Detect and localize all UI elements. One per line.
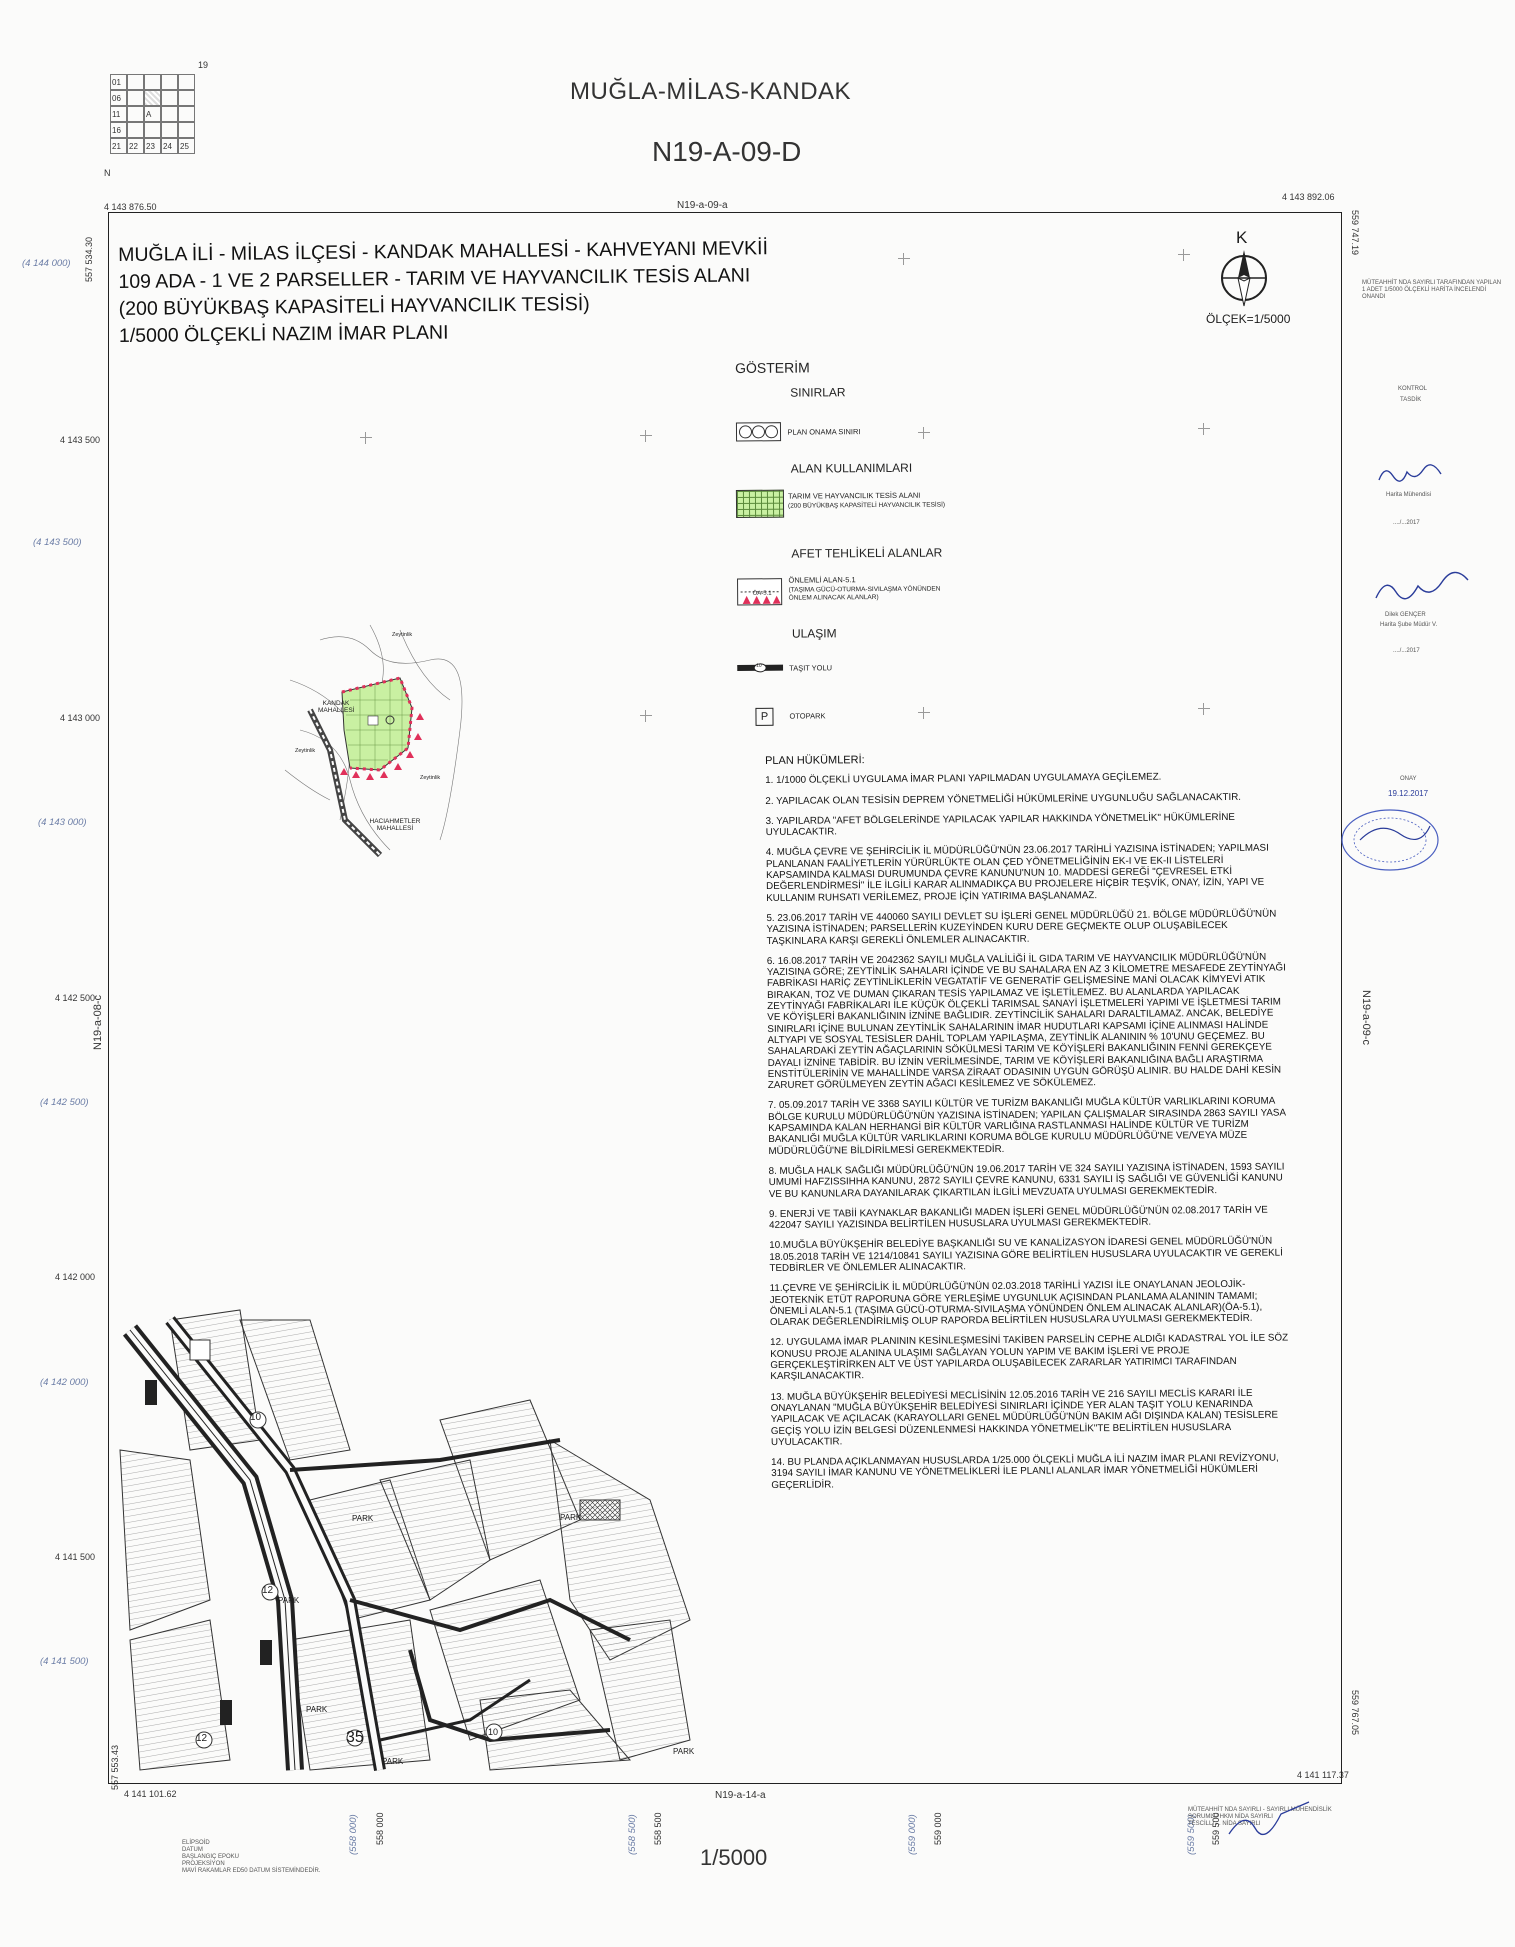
grid-cross xyxy=(360,432,372,444)
legend-item-label: ÖNLEMLİ ALAN-5.1 xyxy=(788,575,856,585)
coord-left-tick: 4 142 000 xyxy=(55,1272,96,1282)
legend-item-label: OTOPARK xyxy=(789,711,826,721)
index-grid-cell xyxy=(178,74,195,90)
legend-heading: AFET TEHLİKELİ ALANLAR xyxy=(791,545,943,561)
onay-label: ONAY xyxy=(1400,776,1417,782)
engineer-name: Dilek GENÇER xyxy=(1385,612,1426,618)
engineer-title: Harita Şube Müdür V. xyxy=(1380,622,1438,628)
index-grid-cell xyxy=(178,90,195,106)
coord-bottom-left: 4 141 101.62 xyxy=(124,1789,177,1799)
index-grid-cell xyxy=(127,106,144,122)
engineer-title: Harita Mühendisi xyxy=(1386,492,1432,498)
index-grid-cell: 23 xyxy=(144,138,161,154)
index-grid-cell: 21 xyxy=(110,138,127,154)
park-label: PARK xyxy=(352,1514,374,1523)
grid-cross xyxy=(1198,703,1210,715)
road-number: 12 xyxy=(196,1733,208,1744)
park-label: PARK xyxy=(673,1747,695,1756)
road-number: 12 xyxy=(262,1585,274,1596)
plan-rule: 1. 1/1000 ÖLÇEKLİ UYGULAMA İMAR PLANI YAPILMADAN UYGULAMAYA GEÇİLEMEZ. xyxy=(765,771,1162,787)
coord-top-left: 4 143 876.50 xyxy=(104,202,157,212)
sheet-edge-top: N19-a-09-a xyxy=(677,200,728,211)
signature-icon xyxy=(1225,1800,1315,1840)
boundary-swatch-icon xyxy=(735,422,781,442)
sheet-edge-left: N19-a-08-c xyxy=(92,994,104,1050)
road-number: 10 xyxy=(488,1727,499,1737)
plan-rules xyxy=(765,751,1291,1500)
plan-rule: 12. UYGULAMA İMAR PLANININ KESİNLEŞMESİNİ TAKİBEN PARSELİN CEPHE ALDIĞI KADASTRAL YOL İLE SÖZ KONUSU PROJE ALANINA ULAŞIMI SAĞLAYAN YOLUN YAPIM VE BAKIM İŞLERİ VE PROJE GERÇEKLEŞTİRİRKEN ALT VE ÜST YAPILARDA OLUŞABİLECEK ZARARLAR YATIRIMCI TARAFINDAN KARŞILANACAKTIR. xyxy=(770,1332,1289,1383)
signature-icon xyxy=(1375,460,1445,490)
index-grid-cell xyxy=(144,122,161,138)
coord-left-bottom-vertical: 557 553.43 xyxy=(110,1744,120,1790)
index-grid-cell xyxy=(144,74,161,90)
village-label-kandak: KANDAK MAHALLESİ xyxy=(318,700,355,714)
coord-bottom-tick-italic: (558 500) xyxy=(627,1814,638,1855)
plan-rule: 11.ÇEVRE VE ŞEHİRCİLİK İL MÜDÜRLÜĞÜ'NÜN 02.03.2018 TARİHLİ YAZISI İLE ONAYLANAN JEOLOJİK-JEOTEKNİK ETÜT RAPORUNA GÖRE YERLEŞİME UYGUNLUK AÇISINDAN PLANLAMA ALANININ TAMAMI; ÖNEMLİ ALAN-5.1 (TAŞIMA GÜCÜ-OTURMA-SIVILAŞMA YÖNÜNDEN ÖNLEM ALINACAK ALANLAR)(ÖA-5.1), OLARAK DEĞERLENDİRİLMİŞ OLUP RAPORDA BELİRTİLEN HUSUSLARA UYULMASI GEREKMEKTEDİR. xyxy=(769,1279,1263,1329)
index-grid-cell: 16 xyxy=(110,122,127,138)
coord-right-bottom-vertical: 559 767.05 xyxy=(1350,1690,1360,1736)
bottom-left-notes xyxy=(182,1840,320,1875)
coord-bottom-tick: 558 000 xyxy=(375,1812,385,1845)
plan-title-line: 1/5000 ÖLÇEKLİ NAZIM İMAR PLANI xyxy=(118,321,449,347)
datum-note: BAŞLANGIÇ EPOKU xyxy=(182,1854,240,1860)
plan-title-line: MUĞLA İLİ - MİLAS İLÇESİ - KANDAK MAHALLESİ - KAHVEYANI MEVKİİ xyxy=(118,237,769,266)
coord-bottom-tick-italic: (559 000) xyxy=(907,1814,918,1855)
legend-item-label: TARIM VE HAYVANCILIK TESİS ALANI xyxy=(787,490,921,501)
date-field: ..../...2017 xyxy=(1393,520,1420,526)
contractor-note: MÜTEAHHİT NDA SAYIRLI - SAYIRLI MÜHENDİSLİK xyxy=(1188,1807,1332,1813)
index-grid-north-label: N xyxy=(104,168,111,178)
control-label: KONTROL xyxy=(1398,386,1428,392)
index-grid-cell: 01 xyxy=(110,74,127,90)
plan-rule: 6. 16.08.2017 TARİH VE 2042362 SAYILI MUĞLA VALİLİĞİ İL GIDA TARIM VE HAYVANCILIK MÜDÜRLÜĞÜ'NÜN YAZISINA GÖRE; ZEYTİNLİK SAHALARI İÇİNDE VE BU SAHALARA EN AZ 3 KİLOMETRE MESAFEDE ZEYTİNYAĞI FABRİKASI HARİÇ ZEYTİNLİKLERİN VEGATATİF VE GENERATİF GELİŞMESİNE MANİ OLACAK KİMYEVİ ATIK BIRAKAN, TOZ VE DUMAN ÇIKARAN TESİS YAPILAMAZ VE İŞLETİLEMEZ. BU ALANLARDA YAPILACAK ZEYTİNYAĞI FABRİKALARI İLE KÜÇÜK ÖLÇEKLİ TARIMSAL SANAYİ İŞLETMELERİ YAPIMI VE İŞLETMESİ TARIM VE KÖYİŞLERİ BAKANLIĞININ İZNİNE BAĞLIDIR. ZEYTİNCİLİK SAHALARI DARALTILAMAZ. ANCAK, BELEDİYE SINIRLARI İÇİNE BULUNAN ZEYTİNLİK SAHALARININ İMAR HUDUTLARI KAPSAMI İÇİNE ALINMASI HALİNDE ALTYAPI VE SOSYAL TESİSLER DAHİL TOPLAM YAPILAŞMA, ZEYTİNLİK ALANININ % 10'UNU GEÇEMEZ. BU SAHALARDAKİ ZEYTİN AĞAÇLARININ SÖKÜLMESİ TARIM VE KÖYİŞLERİ BAKANLIĞININ FENNİ GEREKÇEYE DAYALI İZNİNE TABİDİR. BU İZNİN VERİLMESİNDE, TARIM VE KÖYİŞLERİ BAKANLIĞINA BAĞLI ARAŞTIRMA ENSTİTÜLERİNİN VE MAHALLİNDE VARSA ZİRAAT ODASININ UYGUN GÖRÜŞÜ ALINIR. BU HALDE DAHİ KESİN ZARURET GÖRÜLMEYEN ZEYTİN AĞACI KESİLEMEZ VE SÖKÜLEMEZ. xyxy=(766,951,1286,1092)
legend-heading: ULAŞIM xyxy=(791,626,837,641)
plan-rule: 14. BU PLANDA AÇIKLANMAYAN HUSUSLARDA 1/25.000 ÖLÇEKLİ MUĞLA İLİ NAZIM İMAR PLANI REVİZYONU, 3194 SAYILI İMAR KANUNU VE YÖNETMELİKLERİ İLE PLANLI ALANLAR İMAR YÖNETMELİĞİ HÜKÜMLERİ GEÇERLİDİR. xyxy=(771,1452,1279,1491)
coord-left-tick: 4 141 500 xyxy=(55,1552,96,1562)
sheet-code: N19-A-09-D xyxy=(652,136,802,167)
plan-title-line: (200 BÜYÜKBAŞ KAPASİTELİ HAYVANCILIK TESİSİ) xyxy=(118,293,590,320)
plan-rule: 8. MUĞLA HALK SAĞLIĞI MÜDÜRLÜĞÜ'NÜN 19.06.2017 TARİH VE 324 SAYILI YAZISINA İSTİNADEN, 1593 SAYILI UMUMİ HAFZISSIHHA KANUNU, 2872 SAYILI ÇEVRE KANUNU, 6331 SAYILI İŞ SAĞLIĞI VE GÜVENLİĞİ KANUNU VE BU KANUNLARA DAYANILARAK ÇIKARTILAN İLGİLİ MEVZUATA UYULMASI GEREKMEKTEDİR. xyxy=(768,1161,1285,1200)
legend-item-sub: (200 BÜYÜKBAŞ KAPASİTELİ HAYVANCILIK TESİSİ) xyxy=(787,501,946,510)
plan-rule: 7. 05.09.2017 TARİH VE 3368 SAYILI KÜLTÜR VE TURİZM BAKANLIĞI MUĞLA KÜLTÜR VARLIKLARINI KORUMA BÖLGE KURULU MÜDÜRLÜĞÜ'NÜN YAZISINA İSTİNADEN; YAPILAN ÇALIŞMALAR SIRASINDA 2863 SAYILI YASA KAPSAMINDA KALAN HERHANGİ BİR KÜLTÜR VARLIĞINA RASTLANMASI HALİNDE KÜLTÜR VE TURİZM BAKANLIĞI MUĞLA KÜLTÜR VARLIKLARINI KORUMA BÖLGE KURULU MÜDÜRLÜĞÜ'NE VE/VEYA MÜZE MÜDÜRLÜĞÜ'NE BİLDİRİLMESİ GEREKMEKTEDİR. xyxy=(768,1095,1286,1157)
parking-code: P xyxy=(760,710,769,723)
plan-title-block xyxy=(118,235,769,350)
approval-note: MÜTEAHHİT NDA SAYIRLI TARAFINDAN YAPILAN 1 ADET 1/5000 ÖLÇEKLİ HARİTA İNCELENDİ ONANDI xyxy=(1362,280,1502,300)
index-grid-cell xyxy=(127,90,144,106)
hazard-code: ÖA-5.1 xyxy=(752,590,772,597)
coord-bottom-tick-italic: (559 500) xyxy=(1186,1814,1197,1855)
olive-label: Zeytinlik xyxy=(295,748,316,754)
index-grid-cell: 25 xyxy=(178,138,195,154)
coord-left-tick: 4 142 500 xyxy=(55,993,96,1003)
road-number: 35 xyxy=(346,1729,364,1746)
legend-heading: ALAN KULLANIMLARI xyxy=(790,460,913,476)
north-letter: K xyxy=(1236,228,1248,247)
coord-left-tick-italic: (4 143 000) xyxy=(38,817,87,828)
index-grid-cell: 24 xyxy=(161,138,178,154)
index-grid-cell xyxy=(161,106,178,122)
grid-cross xyxy=(1198,423,1210,435)
page-title: MUĞLA-MİLAS-KANDAK xyxy=(570,78,852,105)
legend xyxy=(735,358,1058,740)
park-label: PARK xyxy=(382,1757,404,1766)
plan-title-line: 109 ADA - 1 VE 2 PARSELLER - TARIM VE HAYVANCILIK TESİS ALANI xyxy=(118,264,751,293)
coord-bottom-tick: 558 500 xyxy=(653,1812,663,1845)
index-grid-cell-highlight xyxy=(144,90,161,106)
index-grid-cell xyxy=(178,106,195,122)
plan-rule: 3. YAPILARDA "AFET BÖLGELERİNDE YAPILACAK YAPILAR HAKKINDA YÖNETMELİK" HÜKÜMLERİNE UYULACAKTIR. xyxy=(765,811,1235,839)
datum-note: ELİPSOİD xyxy=(182,1840,210,1846)
park-label: PARK xyxy=(306,1705,328,1714)
coord-bottom-tick: 559 000 xyxy=(933,1812,943,1845)
legend-item-sub: ÖNLEM ALINACAK ALANLAR) xyxy=(788,594,879,602)
park-label: PARK xyxy=(560,1513,582,1522)
plan-rule: 9. ENERJİ VE TABİİ KAYNAKLAR BAKANLIĞI MADEN İŞLERİ GENEL MÜDÜRLÜĞÜ'NÜN 02.08.2017 TARİH VE 422047 SAYILI YAZISINDA BELİRTİLEN HUSUSLARA UYULMASI GEREKMEKTEDİR. xyxy=(768,1204,1268,1232)
legend-heading: SINIRLAR xyxy=(790,385,846,400)
index-grid-cell xyxy=(161,74,178,90)
legend-item-sub: (TAŞIMA GÜCÜ-OTURMA-SIVILAŞMA YÖNÜNDEN xyxy=(788,585,941,594)
urban-plan-map xyxy=(110,1300,700,1780)
plan-rule: 13. MUĞLA BÜYÜKŞEHİR BELEDİYESİ MECLİSİNİN 12.05.2016 TARİH VE 216 SAYILI MECLİS KARARI İLE ONAYLANAN "MUĞLA BÜYÜKŞEHİR BELEDİYESİ SINIRLARI İÇİNDE YER ALAN TAŞIT YOLU KENARINDA YAPILACAK VE AÇILACAK (KARAYOLLARI GENEL MÜDÜRLÜĞÜ'NÜN BAKIM AĞI DIŞINDA KALAN) TESİSLERE GEÇİŞ YOLU İZİN BELGESİ DÜZENLENMESİ HAKKINDA YÖNETMELİK"TE BELİRTİLEN HUSUSLARA UYULACAKTIR. xyxy=(770,1387,1279,1448)
index-grid-letter: A xyxy=(144,106,161,122)
official-seal-icon xyxy=(1330,800,1450,880)
date-field: ..../...2017 xyxy=(1393,648,1420,654)
grid-cross xyxy=(1178,249,1190,261)
village-label-haciahmetler: HACIAHMETLER MAHALLESİ xyxy=(369,818,421,832)
legend-item-label: TAŞIT YOLU xyxy=(789,663,833,673)
plan-rule: 4. MUĞLA ÇEVRE VE ŞEHİRCİLİK İL MÜDÜRLÜĞÜ'NÜN 23.06.2017 TARİHLİ YAZISINA İSTİNADEN; YAPILMASI PLANLANAN FAALİYETLERİN YÜRÜRLÜKTE OLAN ÇED YÖNETMELİĞİNİN EK-I VE EK-II LİSTELERİ KAPSAMINDA KALMASI DURUMUNDA ÇEVRE KANUNU'NUN 10. MADDESİ GEREĞİ "ÇEVRESEL ETKİ DEĞERLENDİRMESİ" İLE İLGİLİ KARAR ALINMADIKÇA BU PROJELERE HİÇBİR TEŞVİK, ONAY, İZİN, YAPI VE KULLANIM RUHSATI VERİLEMEZ, PROJE İÇİN YATIRIMA BAŞLANAMAZ. xyxy=(765,843,1269,904)
coord-left-tick-italic: (4 142 500) xyxy=(40,1097,89,1108)
grid-cross xyxy=(898,253,910,265)
coord-right-top-vertical: 559 747.19 xyxy=(1350,210,1360,256)
road-number: 10 xyxy=(250,1412,262,1423)
approve-label: TASDİK xyxy=(1400,397,1422,403)
index-grid-cell xyxy=(161,90,178,106)
legend-item-label: PLAN ONAMA SINIRI xyxy=(787,427,861,437)
index-grid-cell xyxy=(127,122,144,138)
coord-bottom-tick: 559 500 xyxy=(1211,1812,1221,1845)
parking-swatch-icon xyxy=(755,708,773,726)
plan-rules-heading: PLAN HÜKÜMLERİ: xyxy=(764,754,865,767)
coord-left-tick-italic: (4 143 500) xyxy=(33,537,82,548)
onay-date: 19.12.2017 xyxy=(1388,789,1429,798)
datum-note: DATUM xyxy=(182,1847,203,1853)
coord-left-tick-italic: (4 142 000) xyxy=(40,1377,89,1388)
road-code: 10 xyxy=(756,662,762,669)
plan-rule: 5. 23.06.2017 TARİH VE 440060 SAYILI DEVLET SU İŞLERİ GENEL MÜDÜRLÜĞÜ 21. BÖLGE MÜDÜRLÜĞÜ'NÜN YAZISINA İSTİNADEN; PARSELLERİN KUZEYİNDEN KURU DERE GEÇMEKTE OLUP OLUŞABİLECEK TAŞKINLARA KARŞI GEREKLİ ÖNLEMLER ALINACAKTIR. xyxy=(766,908,1277,947)
bottom-scale: 1/5000 xyxy=(700,1845,768,1870)
datum-note: PROJEKSİYON xyxy=(182,1861,225,1867)
coord-left-top-vertical: 557 534.30 xyxy=(84,236,94,282)
index-grid-cell: 11 xyxy=(110,106,127,122)
scale-label: ÖLÇEK=1/5000 xyxy=(1206,312,1291,326)
coord-left-tick: 4 143 000 xyxy=(60,713,101,723)
index-grid-cell xyxy=(161,122,178,138)
contractor-note: SORUMLU HKM NİDA SAYIRLI xyxy=(1188,1814,1273,1820)
sheet-edge-bottom: N19-a-14-a xyxy=(715,1790,766,1801)
coord-top-right: 4 143 892.06 xyxy=(1282,192,1335,202)
sheet-edge-right: N19-a-09-c xyxy=(1360,990,1372,1046)
contractor-note: TESCİLLİ ... NİDA SAYIRLI xyxy=(1188,1821,1261,1827)
coord-left-tick-italic: (4 141 500) xyxy=(40,1656,89,1667)
facility-swatch-icon xyxy=(736,490,784,518)
plan-rule: 10.MUĞLA BÜYÜKŞEHİR BELEDİYE BAŞKANLIĞI SU VE KANALİZASYON İDARESİ GENEL MÜDÜRLÜĞÜ'NÜN 18.05.2018 TARİH VE 1214/10841 SAYILI YAZISINA GÖRE BELİRTİLEN HUSUSLARA UYULACAKTIR VE GEREKLİ TEDBİRLER VE ÖNLEMLER ALINACAKTIR. xyxy=(769,1235,1283,1274)
coord-bottom-tick-italic: (558 000) xyxy=(348,1814,359,1855)
north-arrow xyxy=(1198,228,1308,328)
index-grid-cell: 06 xyxy=(110,90,127,106)
datum-note: MAVİ RAKAMLAR ED50 DATUM SİSTEMİNDEDİR. xyxy=(182,1868,321,1874)
plan-rule: 2. YAPILACAK OLAN TESİSİN DEPREM YÖNETMELİĞİ HÜKÜMLERİNE UYGUNLUĞU SAĞLANACAKTIR. xyxy=(765,791,1242,807)
index-grid xyxy=(104,60,210,180)
olive-label: Zeytinlik xyxy=(420,775,441,781)
legend-title: GÖSTERİM xyxy=(735,359,810,376)
index-grid-cell xyxy=(127,74,144,90)
compass-icon xyxy=(1214,248,1274,308)
olive-label: Zeytinlik xyxy=(392,632,413,638)
grid-cross xyxy=(640,710,652,722)
index-grid-cell: 22 xyxy=(127,138,144,154)
coord-left-tick: 4 143 500 xyxy=(60,435,101,445)
coord-left-tick-italic: (4 144 000) xyxy=(22,258,71,269)
signature-icon xyxy=(1372,570,1472,610)
index-grid-cell xyxy=(178,122,195,138)
index-grid-top-label: 19 xyxy=(198,60,209,70)
grid-cross xyxy=(640,430,652,442)
coord-bottom-right: 4 141 117.37 xyxy=(1297,1770,1349,1780)
park-label: PARK xyxy=(278,1596,300,1605)
